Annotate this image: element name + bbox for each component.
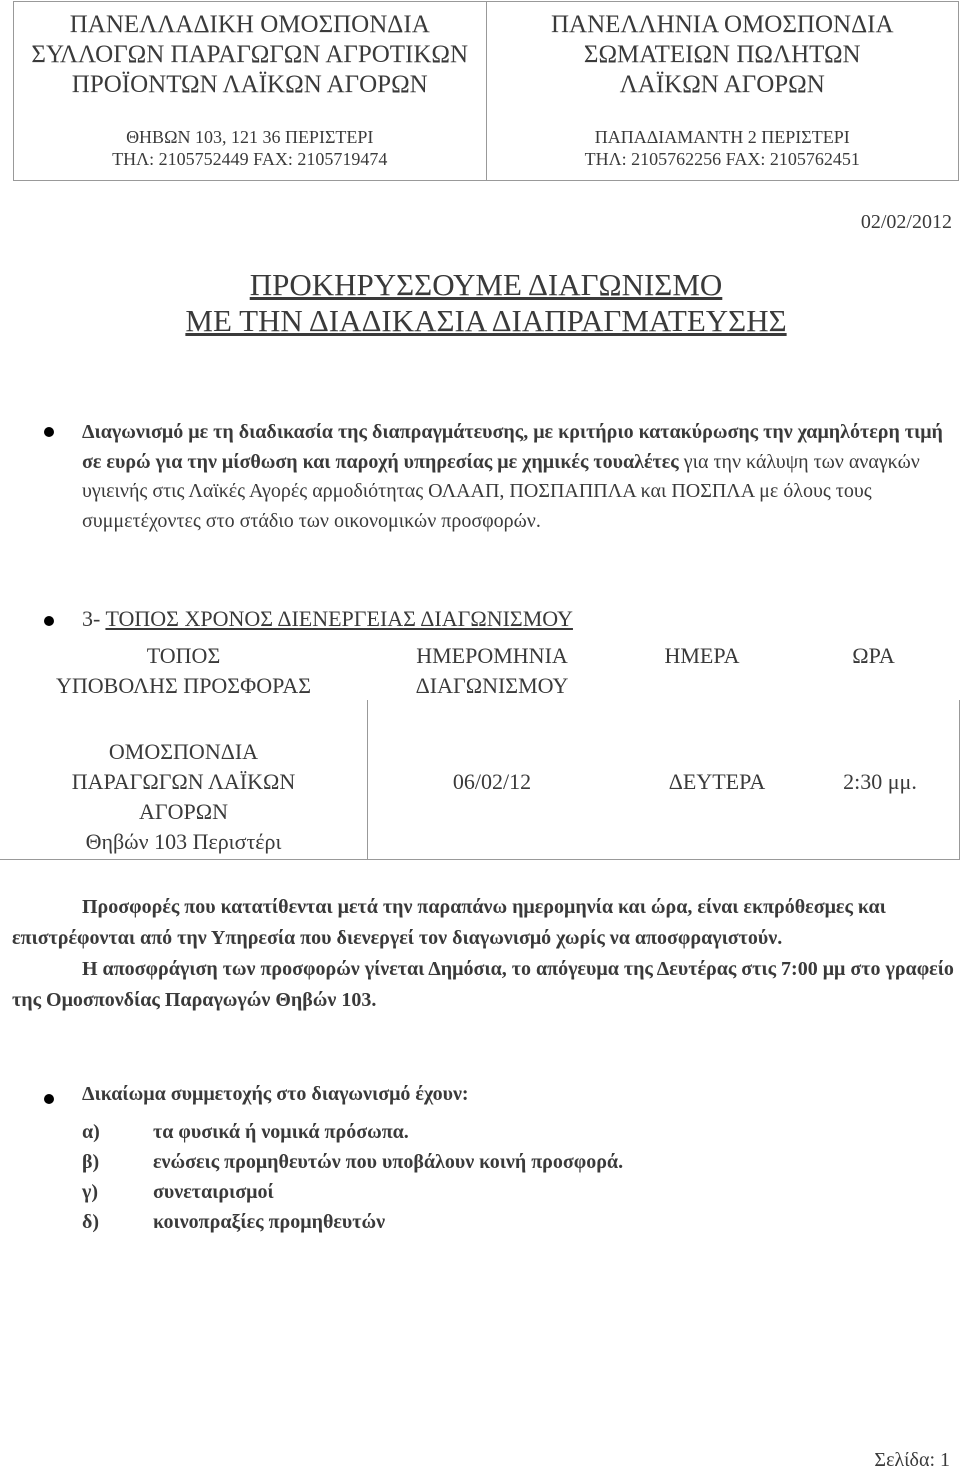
cell-time: 2:30 μμ. — [843, 769, 917, 794]
participation-item: κοινοπραξίες προμηθευτών — [153, 1211, 386, 1233]
title-line1: ΠΡΟΚΗΡΥΣΣΟΥΜΕ ΔΙΑΓΩΝΙΣΜΟ — [249, 267, 723, 302]
header-right-org — [486, 2, 959, 180]
paragraph-deadline — [12, 892, 954, 1016]
section-3-heading — [82, 606, 573, 632]
header-place-line1: ΤΟΠΟΣ — [146, 643, 221, 668]
left-org-address: ΘΗΒΩΝ 103, 121 36 ΠΕΡΙΣΤΕΡΙ — [126, 127, 374, 147]
bullet-icon — [44, 427, 54, 437]
participation-label: α) — [82, 1121, 100, 1143]
participation-item: συνεταιρισμοί — [153, 1181, 274, 1203]
place-line1: ΟΜΟΣΠΟΝΔΙΑ — [108, 739, 259, 764]
left-org-line3: ΠΡΟΪΟΝΤΩΝ ΛΑΪΚΩΝ ΑΓΟΡΩΝ — [71, 71, 428, 98]
paragraph-tender — [82, 418, 952, 536]
header-date — [367, 641, 617, 701]
right-org-phone: ΤΗΛ: 2105762256 FAX: 2105762451 — [584, 149, 860, 169]
place-line4: Θηβών 103 Περιστέρι — [85, 829, 282, 854]
left-org-phone: ΤΗΛ: 2105752449 FAX: 2105719474 — [112, 149, 388, 169]
participation-label: β) — [82, 1151, 100, 1173]
header-table — [13, 1, 959, 181]
participation-heading: Δικαίωμα συμμετοχής στο διαγωνισμό έχουν: — [82, 1083, 469, 1105]
table-divider — [0, 859, 960, 860]
header-day: ΗΜΕΡΑ — [664, 643, 740, 668]
right-org-line1: ΠΑΝΕΛΛΗΝΙΑ ΟΜΟΣΠΟΝΔΙΑ — [550, 11, 894, 38]
page-number: Σελίδα: 1 — [874, 1449, 950, 1471]
place-line3: ΑΓΟΡΩΝ — [139, 799, 228, 824]
participation-item: τα φυσικά ή νομικά πρόσωπα. — [153, 1121, 409, 1143]
header-left-org — [14, 2, 486, 180]
header-date-line1: ΗΜΕΡΟΜΗΝΙΑ — [416, 643, 568, 668]
participation-label: δ) — [82, 1211, 100, 1233]
section-3-title: ΤΟΠΟΣ ΧΡΟΝΟΣ ΔΙΕΝΕΡΓΕΙΑΣ ΔΙΑΓΩΝΙΣΜΟΥ — [105, 606, 573, 631]
left-org-line2: ΣΥΛΛΟΓΩΝ ΠΑΡΑΓΩΓΩΝ ΑΓΡΟΤΙΚΩΝ — [31, 41, 469, 68]
deadline-text-part1: Προσφορές που κατατίθενται μετά την παραπάνω ημερομηνία και ώρα, είναι εκπρόθεσμες και επιστρέφονται από την Υπηρεσία που διενεργεί τον διαγωνισμό χωρίς να αποσφραγιστούν. — [12, 896, 886, 949]
header-place-line2: ΥΠΟΒΟΛΗΣ ΠΡΟΣΦΟΡΑΣ — [55, 673, 312, 698]
cell-date: 06/02/12 — [452, 769, 532, 794]
opening-text-part2: Η αποσφράγιση των προσφορών γίνεται Δημόσια, το απόγευμα της Δευτέρας στις 7:00 μμ στο γραφείο της Ομοσπονδίας Παραγωγών Θηβών 103. — [12, 958, 954, 1011]
left-org-line1: ΠΑΝΕΛΛΑΔΙΚΗ ΟΜΟΣΠΟΝΔΙΑ — [69, 11, 430, 38]
participation-label: γ) — [82, 1181, 99, 1203]
opening-text — [12, 954, 954, 1016]
right-org-address: ΠΑΠΑΔΙΑΜΑΝΤΗ 2 ΠΕΡΙΣΤΕΡΙ — [594, 127, 850, 147]
section-3-prefix: 3- — [82, 606, 106, 631]
tender-normal-text: για την κάλυψη των αναγκών υγιεινής στις Λαϊκές Αγορές αρμοδιότητας ΟΛΑΑΠ, ΠΟΣΠΑΠΠΛΑ και ΠΟΣΠΛΑ με όλους τους συμμετέχοντες στο στάδιο των οικονομικών προσφορών. — [82, 450, 920, 532]
place-line2: ΠΑΡΑΓΩΓΩΝ ΛΑΪΚΩΝ — [71, 769, 296, 794]
cell-day: ΔΕΥΤΕΡΑ — [668, 769, 766, 794]
participation-item: ενώσεις προμηθευτών που υποβάλουν κοινή προσφορά. — [153, 1151, 624, 1173]
title-line2: ΜΕ ΤΗΝ ΔΙΑΔΙΚΑΣΙΑ ΔΙΑΠΡΑΓΜΑΤΕΥΣΗΣ — [185, 303, 787, 338]
header-time: ΩΡΑ — [852, 643, 895, 668]
header-place — [0, 641, 367, 701]
right-org-line2: ΣΩΜΑΤΕΙΩΝ ΠΩΛΗΤΩΝ — [583, 41, 861, 68]
cell-place — [0, 737, 367, 857]
bullet-icon — [44, 616, 54, 626]
right-org-line3: ΛΑΪΚΩΝ ΑΓΟΡΩΝ — [619, 71, 825, 98]
bullet-icon — [44, 1094, 54, 1104]
header-date-line2: ΔΙΑΓΩΝΙΣΜΟΥ — [415, 673, 569, 698]
tender-bold-text: Διαγωνισμό με τη διαδικασία της διαπραγμάτευσης, με κριτήριο κατακύρωσης την χαμηλότερη τιμή σε ευρώ για την μίσθωση και παροχή υπηρεσίας με χημικές τουαλέτες — [82, 421, 943, 473]
document-date: 02/02/2012 — [860, 211, 952, 233]
page-title — [0, 267, 960, 339]
deadline-text — [12, 892, 954, 954]
